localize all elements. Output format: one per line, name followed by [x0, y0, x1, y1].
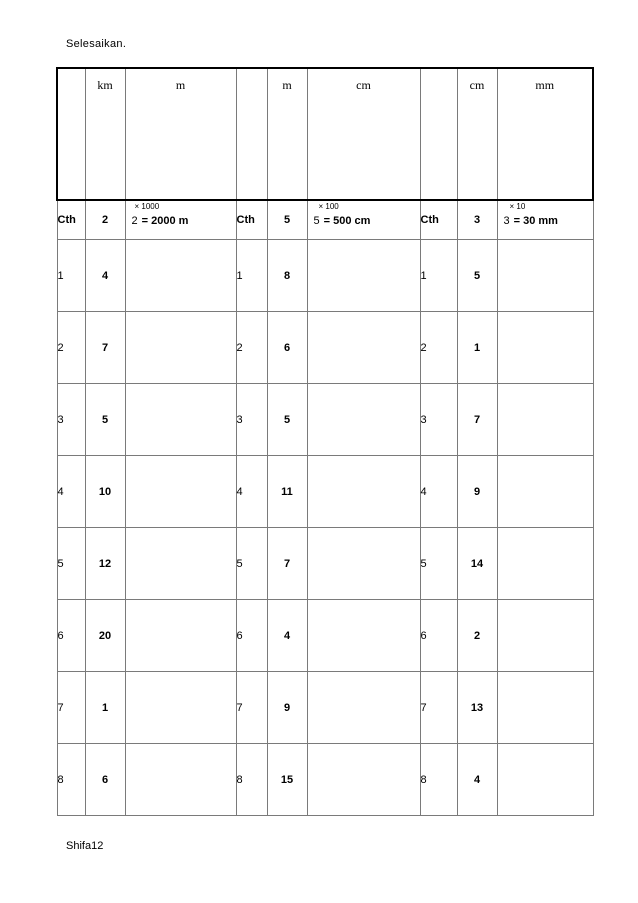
cm-answer-blank[interactable] [307, 384, 420, 456]
km-value: 1 [85, 672, 125, 744]
m-value: 5 [267, 384, 307, 456]
m-answer-blank[interactable] [125, 600, 236, 672]
row-number: 2 [236, 312, 267, 384]
table-row [57, 744, 593, 816]
table-row [57, 600, 593, 672]
m-value: 7 [267, 528, 307, 600]
row-number: 8 [236, 744, 267, 816]
m-value: 11 [267, 456, 307, 528]
row-number: 4 [57, 456, 85, 528]
table-row [57, 528, 593, 600]
example-row [57, 200, 593, 240]
km-value: 10 [85, 456, 125, 528]
example-answer [497, 200, 593, 240]
row-number: 6 [236, 600, 267, 672]
header-cm: cm [307, 68, 420, 200]
row-number: 4 [420, 456, 457, 528]
example-result: = 500 cm [323, 215, 371, 227]
row-number: 8 [420, 744, 457, 816]
cm-value: 1 [457, 312, 497, 384]
example-answer [307, 200, 420, 240]
header-km: km [85, 68, 125, 200]
row-number: 6 [420, 600, 457, 672]
example-factor: × 10 [509, 202, 526, 211]
cm-answer-blank[interactable] [307, 600, 420, 672]
km-value: 7 [85, 312, 125, 384]
row-number: 7 [236, 672, 267, 744]
cm-answer-blank[interactable] [307, 312, 420, 384]
cm-answer-blank[interactable] [307, 456, 420, 528]
cm-value: 7 [457, 384, 497, 456]
row-number: 1 [57, 240, 85, 312]
mm-answer-blank[interactable] [497, 384, 593, 456]
m-answer-blank[interactable] [125, 312, 236, 384]
example-label: Cth [236, 200, 267, 240]
m-value: 9 [267, 672, 307, 744]
table-row [57, 312, 593, 384]
conversion-table [56, 67, 594, 816]
km-value: 4 [85, 240, 125, 312]
m-value: 4 [267, 600, 307, 672]
table-row [57, 456, 593, 528]
header-m: m [267, 68, 307, 200]
example-value: 2 [85, 200, 125, 240]
cm-answer-blank[interactable] [307, 744, 420, 816]
cm-value: 9 [457, 456, 497, 528]
header-cell [420, 68, 457, 200]
cm-value: 4 [457, 744, 497, 816]
row-number: 2 [420, 312, 457, 384]
footer-text: Shifa12 [66, 840, 104, 852]
mm-answer-blank[interactable] [497, 456, 593, 528]
m-value: 15 [267, 744, 307, 816]
example-lead: 3 [503, 215, 510, 227]
mm-answer-blank[interactable] [497, 600, 593, 672]
cm-answer-blank[interactable] [307, 672, 420, 744]
mm-answer-blank[interactable] [497, 240, 593, 312]
header-mm: mm [497, 68, 593, 200]
row-number: 1 [420, 240, 457, 312]
example-result: = 30 mm [513, 215, 558, 227]
example-working [132, 215, 189, 227]
row-number: 1 [236, 240, 267, 312]
example-lead: 2 [131, 215, 138, 227]
m-answer-blank[interactable] [125, 744, 236, 816]
cm-value: 2 [457, 600, 497, 672]
example-working [314, 215, 371, 227]
example-answer [125, 200, 236, 240]
example-working [504, 215, 558, 227]
table-row [57, 240, 593, 312]
header-cell [236, 68, 267, 200]
row-number: 4 [236, 456, 267, 528]
example-factor: × 1000 [134, 202, 160, 211]
example-result: = 2000 m [141, 215, 189, 227]
row-number: 5 [420, 528, 457, 600]
header-m: m [125, 68, 236, 200]
m-answer-blank[interactable] [125, 672, 236, 744]
cm-value: 14 [457, 528, 497, 600]
row-number: 3 [236, 384, 267, 456]
km-value: 6 [85, 744, 125, 816]
cm-value: 13 [457, 672, 497, 744]
example-value: 5 [267, 200, 307, 240]
m-answer-blank[interactable] [125, 528, 236, 600]
m-value: 8 [267, 240, 307, 312]
row-number: 3 [420, 384, 457, 456]
row-number: 6 [57, 600, 85, 672]
table-row [57, 384, 593, 456]
m-answer-blank[interactable] [125, 240, 236, 312]
row-number: 7 [57, 672, 85, 744]
header-cell [57, 68, 85, 200]
row-number: 5 [57, 528, 85, 600]
row-number: 8 [57, 744, 85, 816]
example-label: Cth [420, 200, 457, 240]
example-lead: 5 [313, 215, 320, 227]
km-value: 12 [85, 528, 125, 600]
example-factor: × 100 [318, 202, 339, 211]
header-row [57, 68, 593, 200]
m-answer-blank[interactable] [125, 456, 236, 528]
instruction-text: Selesaikan. [66, 38, 127, 50]
cm-value: 5 [457, 240, 497, 312]
table-row [57, 672, 593, 744]
row-number: 7 [420, 672, 457, 744]
row-number: 2 [57, 312, 85, 384]
cm-answer-blank[interactable] [307, 528, 420, 600]
km-value: 20 [85, 600, 125, 672]
example-label: Cth [57, 200, 85, 240]
row-number: 5 [236, 528, 267, 600]
m-answer-blank[interactable] [125, 384, 236, 456]
row-number: 3 [57, 384, 85, 456]
km-value: 5 [85, 384, 125, 456]
header-cm: cm [457, 68, 497, 200]
mm-answer-blank[interactable] [497, 528, 593, 600]
mm-answer-blank[interactable] [497, 744, 593, 816]
mm-answer-blank[interactable] [497, 672, 593, 744]
mm-answer-blank[interactable] [497, 312, 593, 384]
m-value: 6 [267, 312, 307, 384]
cm-answer-blank[interactable] [307, 240, 420, 312]
example-value: 3 [457, 200, 497, 240]
